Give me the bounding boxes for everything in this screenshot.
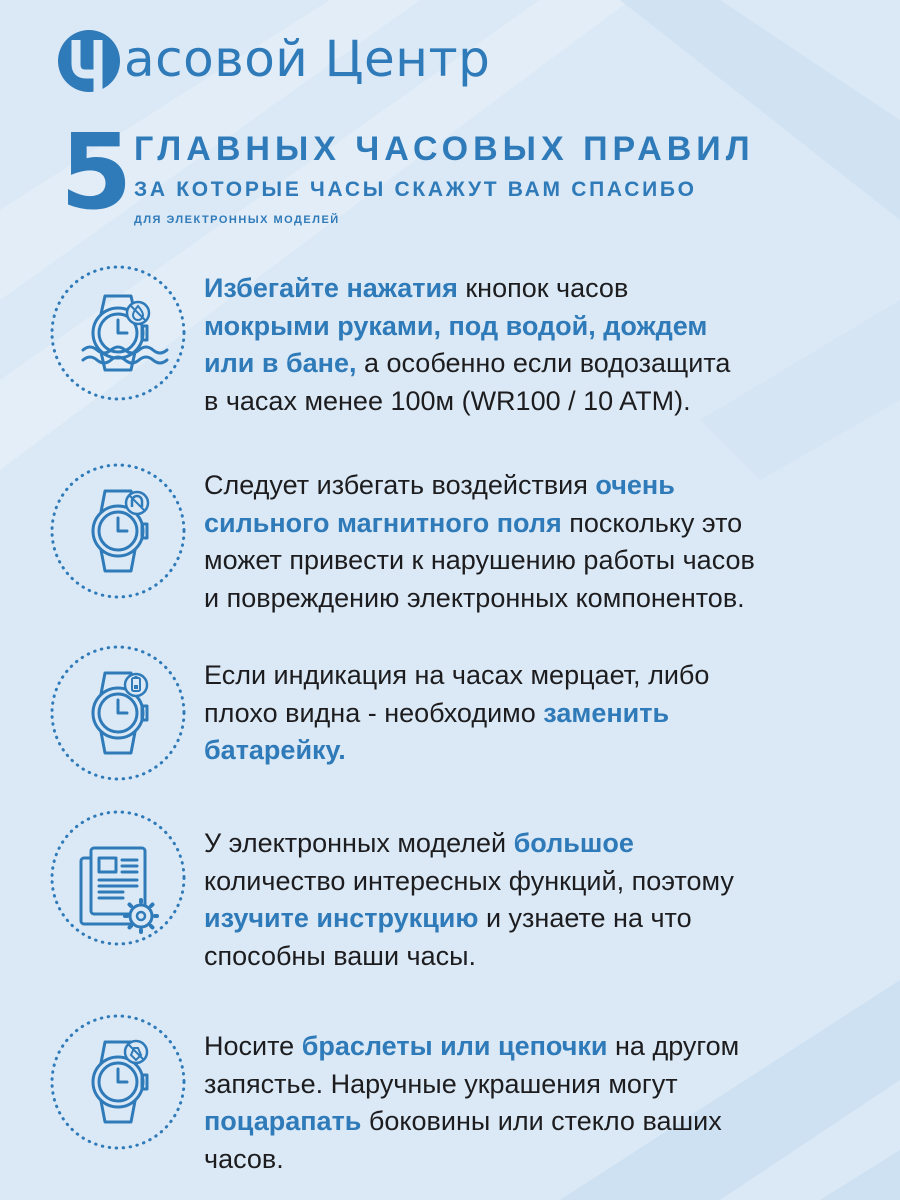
rule-text-line (204, 1028, 888, 1066)
watch-jewelry-icon (48, 1012, 188, 1152)
body-text: Если индикация на часах мерцает, либо (204, 660, 710, 690)
rule-text-line (204, 345, 888, 383)
highlighted-text: или в бане, (204, 348, 357, 378)
highlighted-text: мокрыми руками, под водой, дождем (204, 310, 708, 341)
watch-battery-icon (48, 643, 188, 783)
rule-text-line (204, 695, 888, 733)
rule-5-text (204, 1028, 888, 1178)
rule-text-line (204, 938, 888, 976)
page-note: ДЛЯ ЭЛЕКТРОННЫХ МОДЕЛЕЙ (134, 214, 340, 226)
body-text: часов. (204, 1143, 284, 1174)
rule-text-line (204, 900, 888, 938)
page-subtitle: ЗА КОТОРЫЕ ЧАСЫ СКАЖУТ ВАМ СПАСИБО (134, 178, 697, 201)
highlighted-text: изучите инструкцию (204, 903, 479, 933)
logo-mark-icon (56, 28, 122, 94)
highlighted-text: Избегайте нажатия (204, 273, 458, 303)
rule-text-line (204, 1066, 888, 1104)
rule-text-line (204, 542, 888, 580)
rule-text-line (204, 1103, 888, 1141)
rule-text-line (204, 580, 888, 618)
body-text: плохо видна - необходимо (204, 697, 544, 728)
brand-logo (56, 26, 490, 96)
rule-text-line (204, 383, 888, 421)
body-text: поскольку это (561, 507, 743, 538)
rule-text-line (204, 467, 888, 505)
highlighted-text: сильного магнитного поля (204, 507, 562, 538)
body-text: в часах менее 100м (WR100 / 10 ATM). (204, 385, 691, 416)
rules-count: 5 (60, 111, 133, 233)
rule-text-line (204, 270, 888, 308)
body-text: кнопок часов (457, 273, 629, 303)
body-text: и узнаете на что (478, 903, 692, 933)
brand-name: асовой Центр (124, 30, 491, 88)
rule-4-text (204, 825, 888, 975)
rule-text-line (204, 863, 888, 901)
body-text: а особенно если водозащита (356, 348, 731, 378)
rule-text-line (204, 825, 888, 863)
rule-1-text (204, 270, 888, 420)
highlighted-text: поцарапать (204, 1106, 362, 1136)
rule-text-line (204, 505, 888, 543)
body-text: и повреждению электронных компонентов. (204, 582, 745, 613)
body-text: способны ваши часы. (204, 940, 477, 971)
highlighted-text: браслеты или цепочки (301, 1031, 608, 1061)
manual-gear-icon (48, 808, 188, 948)
rule-text-line (204, 308, 888, 346)
rule-2-text (204, 467, 888, 617)
highlighted-text: батарейку. (204, 735, 346, 765)
highlighted-text: заменить (543, 697, 670, 728)
body-text: количество интересных функций, поэтому (204, 865, 734, 896)
highlighted-text: большое (513, 828, 634, 858)
rule-text-line (204, 657, 888, 695)
page-title: ГЛАВНЫХ ЧАСОВЫХ ПРАВИЛ (134, 130, 755, 168)
body-text: У электронных моделей (204, 828, 514, 858)
body-text: запястье. Наручные украшения могут (204, 1068, 678, 1099)
body-text: может привести к нарушению работы часов (204, 545, 755, 575)
rule-3-text (204, 657, 888, 770)
body-text: на другом (607, 1031, 740, 1061)
rule-text-line (204, 1141, 888, 1179)
rule-text-line (204, 732, 888, 770)
body-text: Следует избегать воздействия (204, 470, 596, 500)
highlighted-text: очень (595, 470, 675, 500)
body-text: боковины или стекло ваших (361, 1106, 722, 1136)
body-text: Носите (204, 1031, 302, 1061)
watch-water-icon (48, 263, 188, 403)
watch-magnet-icon (48, 461, 188, 601)
